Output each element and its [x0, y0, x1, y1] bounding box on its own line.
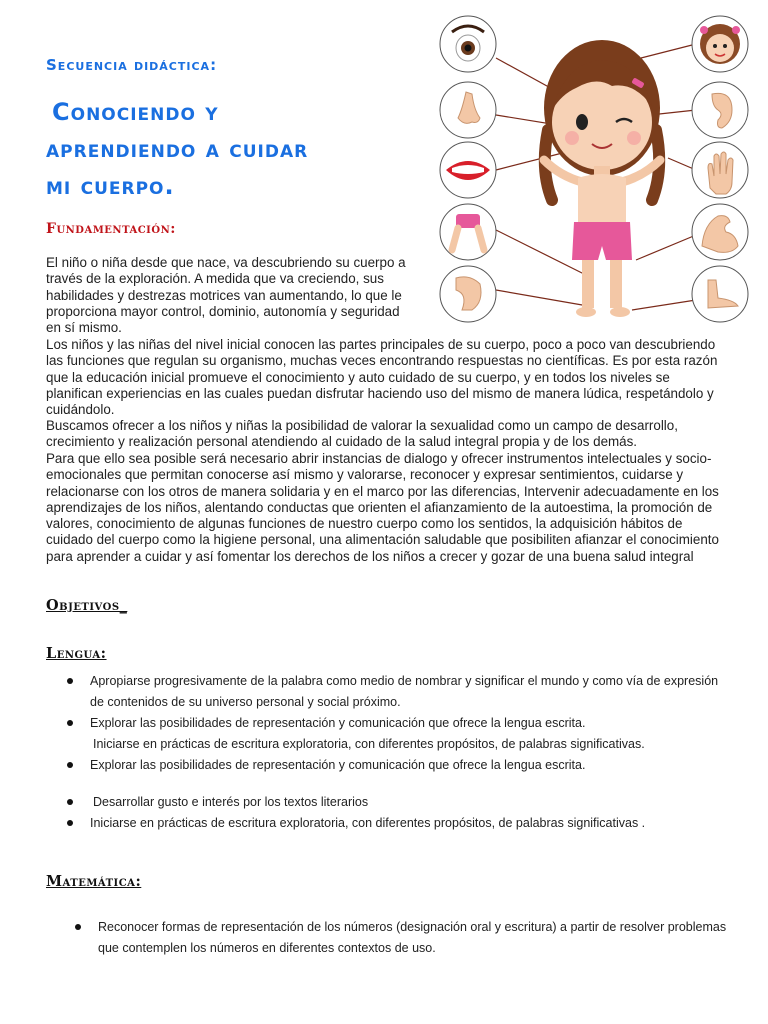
- title-line-2: aprendiendo a cuidar: [46, 135, 309, 163]
- bullet-icon: [67, 820, 73, 826]
- objetivos-heading: Objetivos_: [46, 597, 128, 614]
- list-item: Iniciarse en prácticas de escritura exploratoria, con diferentes propósitos, de palabras significativas .: [46, 813, 726, 834]
- title-line-3: mi cuerpo.: [46, 172, 175, 200]
- body-parts-illustration: [436, 10, 758, 330]
- bullet-icon: [75, 924, 81, 930]
- list-item: Desarrollar gusto e interés por los textos literarios: [46, 792, 726, 813]
- bullet-icon: [67, 799, 73, 805]
- matematica-heading: Matemática:: [46, 873, 142, 890]
- title-line-1: Conociendo y: [52, 98, 219, 126]
- bullet-icon: [67, 720, 73, 726]
- lengua-list: [46, 671, 726, 834]
- list-item: Explorar las posibilidades de representación y comunicación que ofrece la lengua escrita.: [46, 755, 726, 776]
- bullet-icon: [67, 678, 73, 684]
- bullet-icon: [67, 762, 73, 768]
- list-item: Iniciarse en prácticas de escritura exploratoria, con diferentes propósitos, de palabras significativas.: [93, 737, 645, 751]
- page-title: [46, 94, 426, 205]
- list-item: Explorar las posibilidades de representación y comunicación que ofrece la lengua escrita.: [46, 713, 726, 734]
- fundamentacion-paragraph-2: Los niños y las niñas del nivel inicial conocen las partes principales de su cuerpo, poco a poco van descubriendo las funciones que regulan su organismo, muchas veces encontrando respuestas no científicas. Es por esta razón que la educación inicial promueve el conocimiento y auto cuidado de su cuerpo, y en todos los niveles se planifican experiencias en las cuales puedan disfrutar haciendo uso del mismo de manera lúdica, respetándolo y cuidándolo.: [46, 337, 718, 418]
- fundamentacion-paragraph-3: Buscamos ofrecer a los niños y niñas la posibilidad de valorar la sexualidad como un campo de desarrollo, crecimiento y realización personal atendiendo al cuidado de la salud integral propia y de los demás.: [46, 418, 678, 450]
- fundamentacion-heading: Fundamentación:: [46, 221, 176, 237]
- list-item: Apropiarse progresivamente de la palabra como medio de nombrar y significar el mundo y como vía de expresión de contenidos de su universo personal y social próximo.: [46, 671, 726, 713]
- fundamentacion-paragraph-1: El niño o niña desde que nace, va descubriendo su cuerpo a través de la exploración. A medida que va creciendo, sus habilidades y destrezas motrices van aumentando, lo que le proporciona mayor control, dominio, autonomía y seguridad en sí mismo.: [46, 255, 406, 336]
- sequence-label: Secuencia didáctica:: [46, 56, 218, 74]
- lengua-heading: Lengua:: [46, 645, 107, 662]
- fundamentacion-paragraph-4: Para que ello sea posible será necesario abrir instancias de dialogo y ofrecer instrumentos intelectuales y socio- emocionales que permitan conocerse así mismo y valorarse, reconocer y expresar sentimientos, cuidarse y relacionarse con los otros de manera solidaria y en el marco por las diferencias, Intervenir adecuadamente en los aprendizajes de los niños, alentando conductas que orienten el afianzamiento de la autoestima, la promoción de valores, conocimiento de algunas funciones de nuestro cuerpo como los sentidos, la adquisición hábitos de cuidado del cuerpo como la higiene personal, una alimentación saludable que posibiliten afianzar el conocimiento para aprender a cuidar y así fomentar los derechos de los niños a crecer y gozar de una buena salud integral: [46, 451, 719, 564]
- list-item: Reconocer formas de representación de los números (designación oral y escritura) a partir de resolver problemas que contemplen los números en diferentes contextos de uso.: [54, 917, 734, 959]
- girl-figure: [544, 40, 660, 317]
- matematica-list: [54, 917, 734, 959]
- girl-face-icon: [700, 24, 740, 64]
